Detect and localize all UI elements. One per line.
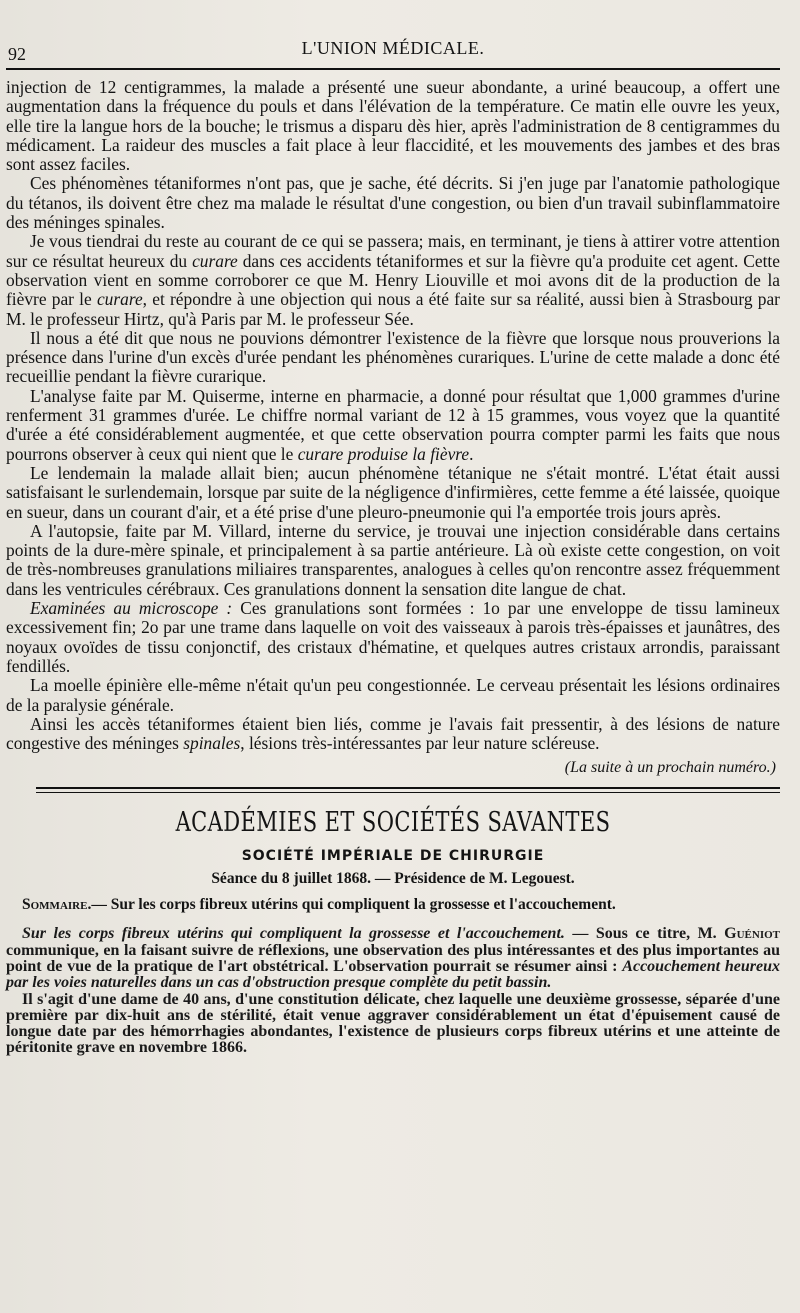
to-be-continued-note: (La suite à un prochain numéro.) [564, 759, 776, 777]
paragraph-5: L'analyse faite par M. Quiserme, interne en pharmacie, a donné pour résultat que 1,000 grammes d'urine renferment 31 grammes d'urée. Le chiffre normal variant de 12 à 15 grammes, vous voyez que la quantité d'urée a été considérablement augmentée, et que cette observation pourra compter parmi les faits que nous pourrons observer à ceux qui nient que le curare produise la fièvre. [6, 385, 780, 464]
header-rule [6, 68, 780, 70]
paragraph-2: Ces phénomènes tétaniformes n'ont pas, que je sache, été décrits. Si j'en juge par l'anatomie pathologique du tétanos, ils doivent être chez ma malade le résultat d'une congestion, ou bien d'un travail subinflammatoire des méninges spinales. [6, 173, 780, 233]
section-heading: ACADÉMIES ET SOCIÉTÉS SAVANTES [175, 807, 611, 839]
communication-body [6, 926, 780, 1056]
section-divider [36, 787, 780, 793]
communication-paragraph-2: Il s'agit d'une dame de 40 ans, d'une constitution délicate, chez laquelle une deuxième grossesse, séparée d'une première par dix-huit ans de stérilité, était venue aggraver considérablement un état d'épuisement causé de longue date par des hémorrhagies abondantes, l'existence de plusieurs corps fibreux utérins et une atteinte de péritonite grave en novembre 1866. [6, 990, 780, 1057]
paragraph-7: A l'autopsie, faite par M. Villard, interne du service, je trouvai une injection considérable dans certains points de la dure-mère spinale, et principalement à sa partie antérieure. Là où existe cette congestion, on voit de très-nombreuses granulations miliaires transparentes, analogues à celles qu'on rencontre assez fréquemment dans les ventricules cérébraux. Ces granulations donnent la sensation dite langue de chat. [6, 520, 780, 599]
running-head [6, 36, 780, 66]
article-body [6, 78, 780, 753]
paragraph-4: Il nous a été dit que nous ne pouvions démontrer l'existence de la fièvre que lorsque nous prouverions la présence dans l'urine d'un excès d'urée pendant les phénomènes curariques. L'urine de cette malade a donc été recueillie pendant la fièvre curarique. [6, 327, 780, 387]
page-number: 92 [8, 44, 26, 64]
paragraph-8: Examinées au microscope : Ces granulations sont formées : 1o par une enveloppe de tissu lamineux excessivement fin; 2o par une trame dans laquelle on voit des vaisseaux à parois très-épaisses et jaunâtres, des noyaux ovoïdes de tissu conjonctif, des cristaux d'hématine, et quelques autres cristaux arrondis, paraissant fendillés. [6, 598, 781, 676]
paragraph-9: La moelle épinière elle-même n'était qu'un peu congestionnée. Le cerveau présentait les lésions ordinaires de la paralysie générale. [6, 675, 780, 715]
summary-label: Sommaire. [22, 896, 92, 914]
society-name: SOCIÉTÉ IMPÉRIALE DE CHIRURGIE [241, 848, 545, 865]
summary-text: — Sur les corps fibreux utérins qui compliquent la grossesse et l'accouchement. [91, 896, 616, 914]
paragraph-3: Je vous tiendrai du reste au courant de ce qui se passera; mais, en terminant, je tiens à attirer votre attention sur ce résultat heureux du curare dans ces accidents tétaniformes et sur la fièvre qu'a produite cet agent. Cette observation vient en somme corroborer ce que M. Henry Liouville et moi avons dit de la production de la fièvre par le curare, et répondre à une objection qui nous a été faite sur sa réalité, aussi bien à Strasbourg par M. le professeur Hirtz, qu'à Paris par M. le professeur Sée. [6, 231, 780, 329]
communication-paragraph-1: Sur les corps fibreux utérins qui compliquent la grossesse et l'accouchement. — Sous ce titre, M. Guéniot communique, en la faisant suivre de réflexions, une observation des plus intéressantes et des plus importantes au point de vue de la pratique de l'art obstétrical. L'observation pourrait se résumer ainsi : Accouchement heureux par les voies naturelles dans un cas d'obstruction presque complète du petit bassin. [6, 925, 781, 992]
session-line: Séance du 8 juillet 1868. — Présidence de M. Legouest. [211, 870, 575, 888]
summary-line [6, 896, 780, 914]
journal-title: L'UNION MÉDICALE. [301, 38, 485, 58]
paragraph-6: Le lendemain la malade allait bien; aucun phénomène tétanique ne s'était montré. L'état était aussi satisfaisant le surlendemain, lorsque par suite de la négligence d'infirmières, cette femme a été laissée, quoique en sueur, dans un courant d'air, et a été prise d'une pleuro-pneumonie qui l'a emportée trois jours après. [6, 462, 780, 522]
paragraph-1: injection de 12 centigrammes, la malade a présenté une sueur abondante, a uriné beaucoup, a offert une augmentation dans la fréquence du pouls et dans l'élévation de la température. Ce matin elle ouvre les yeux, elle tire la langue hors de la bouche; le trismus a disparu dès hier, après l'administration de 8 centigrammes du médicament. La raideur des muscles a fait place à leur flaccidité, et les mouvements des jambes et des bras sont assez faciles. [6, 77, 780, 175]
paragraph-10: Ainsi les accès tétaniformes étaient bien liés, comme je l'avais fait pressentir, à des lésions de nature congestive des méninges spinales, lésions très-intéressantes par leur nature scléreuse. [6, 713, 780, 754]
